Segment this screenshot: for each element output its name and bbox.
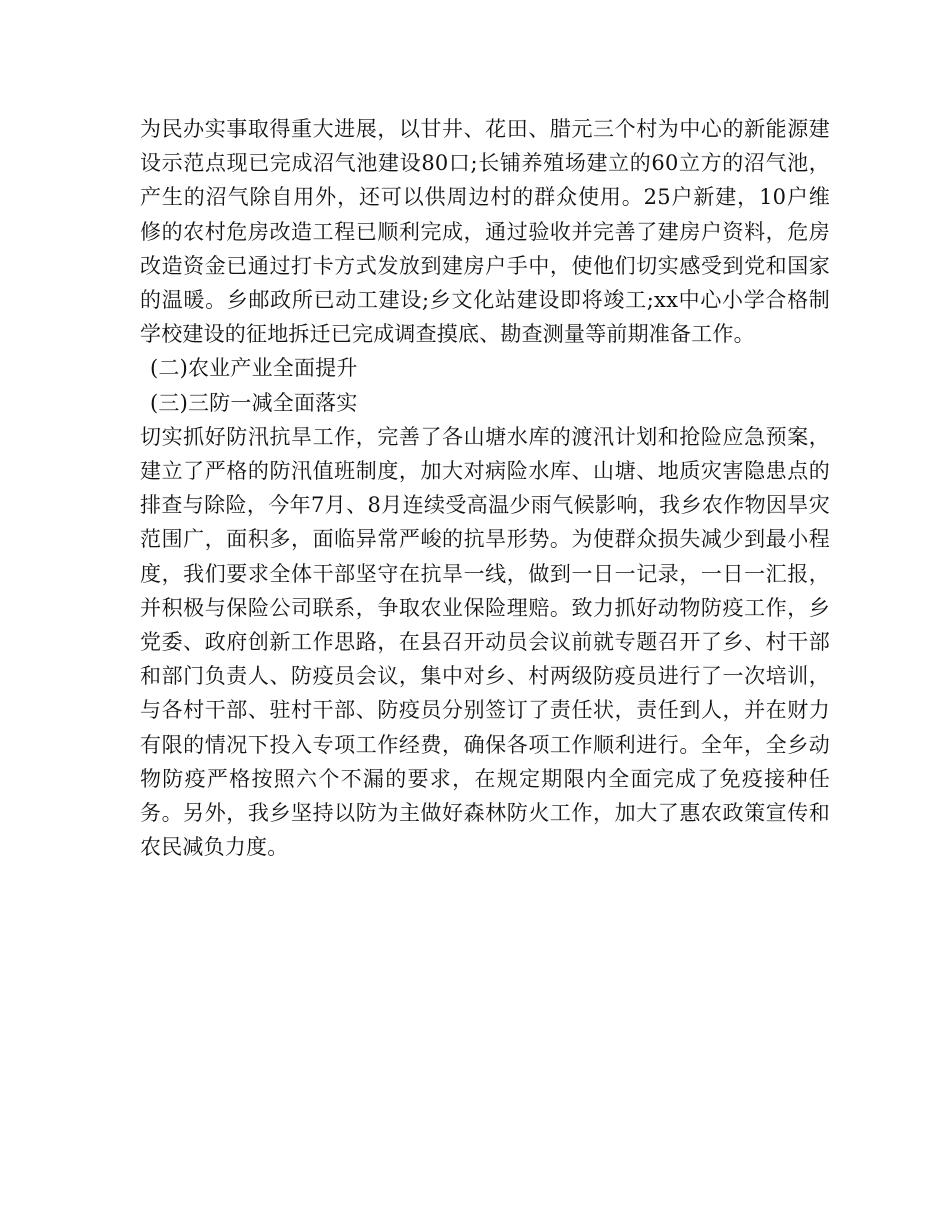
- section-heading-three-prevention: (三)三防一减全面落实: [150, 390, 358, 415]
- paragraph-practical-projects: 为民办实事取得重大进展，以甘井、花田、腊元三个村为中心的新能源建设示范点现已完成沼气池建设80口;长铺养殖场建立的60立方的沼气池，产生的沼气除自用外，还可以供周边村的群众使用。25户新建，10户维修的农村危房改造工程已顺利完成，通过验收并完善了建房户资料，危房改造资金已通过打卡方式发放到建房户手中，使他们切实感受到党和国家的温暖。乡邮政所已动工建设;乡文化站建设即将竣工;xx中心小学合格制学校建设的征地拆迁已完成调查摸底、勘查测量等前期准备工作。: [140, 117, 830, 347]
- paragraph-disaster-prevention: 切实抓好防汛抗旱工作，完善了各山塘水库的渡汛计划和抢险应急预案，建立了严格的防汛值班制度，加大对病险水库、山塘、地质灾害隐患点的排查与除险，今年7月、8月连续受高温少雨气候影响，我乡农作物因旱灾范围广，面积多，面临异常严峻的抗旱形势。为使群众损失减少到最小程度，我们要求全体干部坚守在抗旱一线，做到一日一记录，一日一汇报，并积极与保险公司联系，争取农业保险理赔。致力抓好动物防疫工作，乡党委、政府创新工作思路，在县召开动员会议前就专题召开了乡、村干部和部门负责人、防疫员会议，集中对乡、村两级防疫员进行了一次培训，与各村干部、驻村干部、防疫员分别签订了责任状，责任到人，并在财力有限的情况下投入专项工作经费，确保各项工作顺利进行。全年，全乡动物防疫严格按照六个不漏的要求，在规定期限内全面完成了免疫接种任务。另外，我乡坚持以防为主做好森林防火工作，加大了惠农政策宣传和农民减负力度。: [140, 424, 830, 860]
- document-body: [140, 112, 830, 864]
- section-heading-agriculture: (二)农业产业全面提升: [150, 356, 358, 381]
